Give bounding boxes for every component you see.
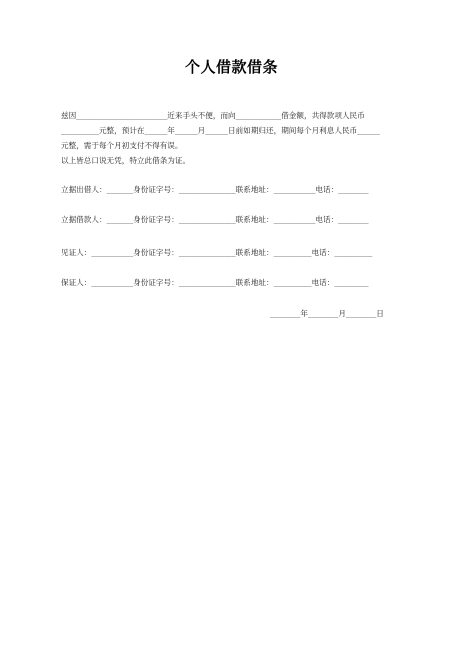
- guarantor-info-row: 保证人：___________身份证字号：_______________联系地址：__________电话：_________: [61, 278, 369, 287]
- witness-info-row: 见证人：___________身份证字号：_______________联系地址：__________电话：__________: [61, 248, 373, 257]
- body-line-3: 元整，需于每个月初支付不得有误。: [61, 141, 183, 150]
- lender-info-row: 立据出借人：_______身份证字号：_______________联系地址：___________电话：________: [61, 185, 369, 194]
- body-line-1: 兹因________________________近来手头不便，而向____________借金额，共得款项人民币: [61, 111, 365, 120]
- body-line-4: 以上皆总口说无凭，特立此借条为证。: [61, 156, 191, 165]
- body-line-2: __________元整，预计在______年______月______日前如期归还，期间每个月利息人民币______: [61, 126, 380, 135]
- document-title: 个人借款借条: [184, 58, 278, 76]
- borrower-info-row: 立据借款人：_______身份证字号：_______________联系地址：___________电话：________: [61, 215, 369, 224]
- date-line: ________年________月________日: [270, 309, 384, 318]
